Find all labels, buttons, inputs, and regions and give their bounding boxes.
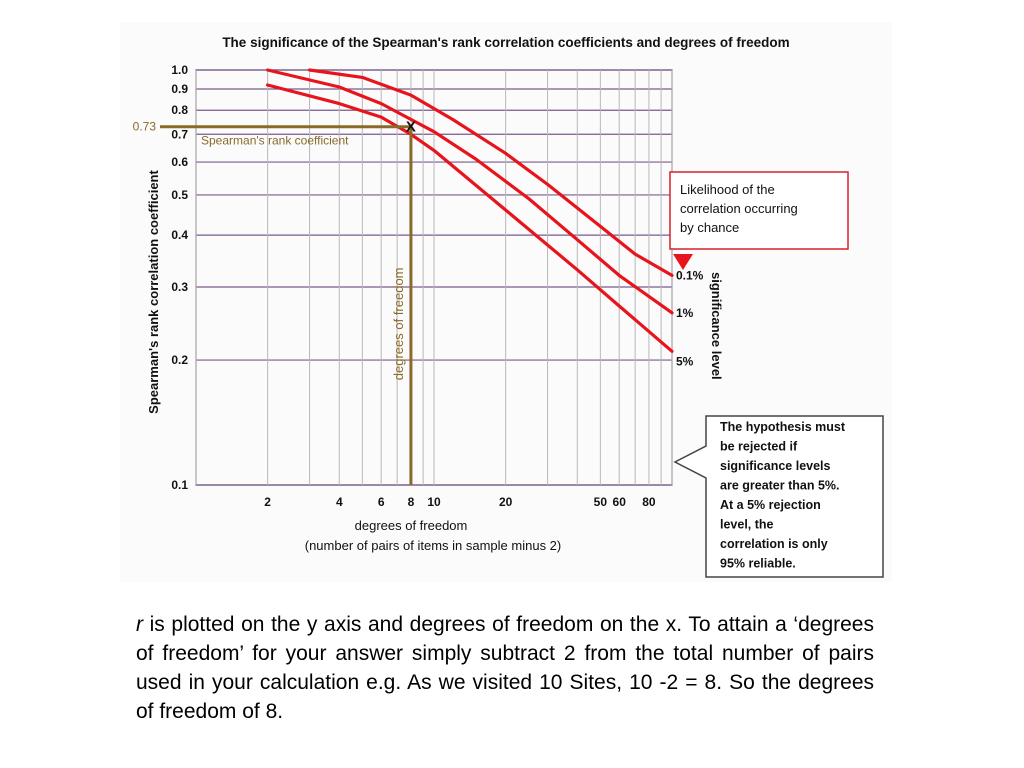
caption-r: r [136, 613, 143, 636]
annotation-line: Likelihood of the [680, 182, 775, 197]
marker-v-label: degrees of freedom [390, 267, 406, 381]
y-axis-label: Spearman's rank correlation coefficient [146, 170, 161, 414]
x-tick-label: 20 [498, 495, 513, 509]
annotation-line: by chance [680, 220, 740, 235]
significance-level-label: significance level [709, 272, 724, 380]
caption [136, 610, 874, 726]
x-tick-label: 50 [593, 495, 608, 509]
y-tick-label: 0.1 [171, 478, 188, 492]
x-axis-label: degrees of freedom [354, 518, 468, 533]
y-tick-label: 0.7 [171, 127, 188, 142]
annotation-line: level, the [720, 517, 774, 532]
x-tick-label: 2 [264, 495, 271, 509]
x-tick-label: 80 [642, 495, 656, 509]
annotation-line: correlation occurring [680, 201, 798, 216]
x-tick-label: 8 [407, 495, 415, 509]
x-tick-label: 60 [612, 495, 626, 509]
annotation-line: 95% reliable. [720, 556, 796, 571]
y-tick-label: 0.2 [171, 353, 188, 368]
series-label: 0.1% [676, 268, 704, 283]
hypothesis-annotation [675, 416, 883, 577]
y-tick-label: 0.5 [171, 187, 188, 202]
annotation-line: significance levels [720, 459, 831, 473]
chart-title: The significance of the Spearman's rank correlation coefficients and degrees of freedom [222, 35, 790, 50]
y-tick-label: 0.3 [171, 279, 188, 294]
x-tick-label: 10 [427, 495, 441, 509]
y-tick-label: 0.8 [171, 103, 188, 118]
x-tick-label: 6 [377, 495, 385, 509]
marker-h-label: Spearman's rank coefficient [201, 133, 349, 148]
series-label: 1% [676, 305, 694, 320]
annotation-line: be rejected if [720, 439, 798, 454]
x-tick-label: 4 [335, 495, 343, 509]
y-tick-label: 1.0 [171, 63, 188, 77]
annotation-line: correlation is only [720, 537, 828, 551]
caption-text: is plotted on the y axis and degrees of freedom on the x. To attain a ‘degrees of freedom’ for your answer simply subtract 2 from the total number of pairs used in your calculation e.g. As we visited 10 Sites, 10 -2 = 8. So the degrees of freedom of 8. [136, 613, 874, 723]
annotation-line: The hypothesis must [720, 420, 846, 434]
annotation-line: are greater than 5%. [720, 478, 840, 493]
marker-x-symbol: X [405, 118, 416, 136]
series-label: 5% [676, 354, 694, 369]
marker-y-label: 0.73 [132, 119, 156, 134]
y-tick-label: 0.9 [171, 81, 188, 96]
annotation-line: At a 5% rejection [720, 498, 821, 512]
y-tick-label: 0.4 [171, 228, 188, 243]
y-tick-label: 0.6 [171, 155, 188, 170]
x-axis-sublabel: (number of pairs of items in sample minus 2) [304, 538, 562, 553]
